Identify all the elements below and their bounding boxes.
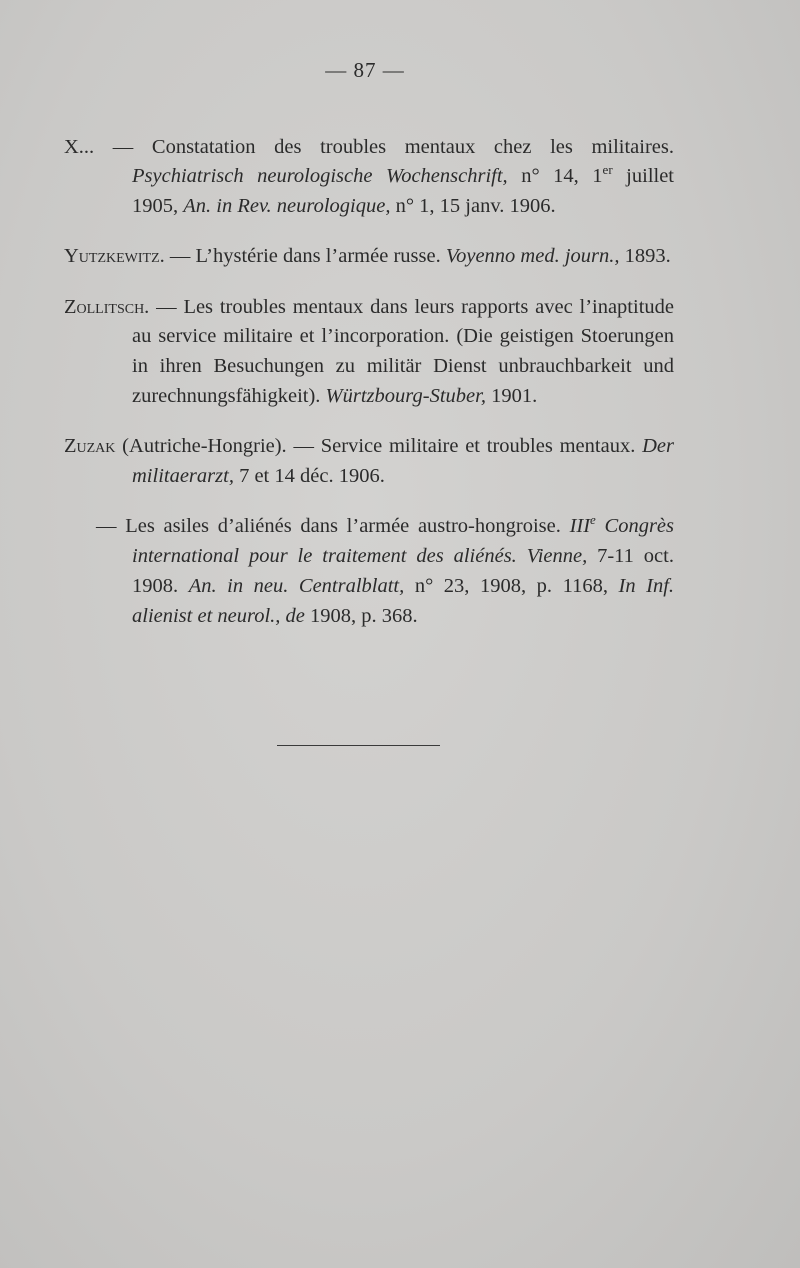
entry-text: n° 23, 1908, p. 1168, [404, 575, 619, 598]
entry-text: 1901. [485, 385, 538, 408]
bibliography-entry [64, 133, 674, 222]
entry-journal: An. in Rev. neurologique, [183, 195, 391, 218]
entry-dash: — [96, 515, 117, 538]
page-number: — 87 — [325, 58, 405, 82]
entry-text: 1893. [619, 245, 671, 268]
entry-text: Les asiles d’aliénés dans l’armée austro-hongroise. [116, 515, 570, 538]
entry-text: n° 1, 15 janv. 1906. [390, 195, 556, 218]
entry-journal: Congrès international pour le traitement des aliénés. Vienne, [132, 515, 674, 568]
bibliography-entry [64, 242, 674, 272]
entry-text: L’hystérie dans l’armée russe. [195, 245, 446, 268]
entry-text: Les troubles mentaux dans leurs rapports avec l’inaptitude au service militaire et l’incorporation. (Die geistigen Stoerungen in ihren Besuchungen zu militär Dienst unbrauchbarkeit und zurechnungsfähigkeit). [132, 295, 674, 408]
entry-journal: III [569, 515, 591, 538]
entry-journal: Würtzbourg-Stuber, [325, 385, 486, 408]
entry-text: (Autriche-Hongrie). — Service militaire et troubles mentaux. [115, 435, 643, 458]
entry-text: 7-11 oct. 1908. [132, 545, 674, 598]
entry-author: Zollitsch. [64, 295, 150, 318]
entry-author: X... [64, 135, 95, 158]
bibliography-entry [64, 512, 674, 631]
entry-text: 1908, p. 368. [304, 604, 418, 627]
bibliography-entry [64, 432, 674, 492]
entry-journal: An. in neu. Centralblatt, [188, 575, 405, 598]
entry-journal: Der militaerarzt, [132, 435, 674, 488]
entry-superscript: e [590, 512, 596, 528]
entry-superscript: er [602, 162, 613, 178]
entry-text: n° 14, 1 [507, 165, 603, 188]
entry-separator: — [94, 135, 152, 158]
closing-rule [277, 745, 440, 746]
bibliography [64, 112, 674, 640]
entry-author: Yutzkewitz. [64, 245, 165, 268]
bibliography-entry [64, 293, 674, 412]
entry-text: 7 et 14 déc. 1906. [233, 465, 385, 488]
entry-separator: — [164, 245, 196, 268]
entry-text: juillet 1905, [132, 165, 674, 218]
entry-author: Zuzak [64, 435, 116, 458]
entry-journal: Psychiatrisch neurologische Wochenschrift, [132, 165, 508, 188]
entry-separator: — [149, 295, 184, 318]
entry-text: Constatation des troubles mentaux chez les militaires. [151, 135, 674, 158]
entry-journal: Voyenno med. journ., [445, 245, 620, 268]
entry-journal: In Inf. alienist et neurol., de [132, 575, 675, 627]
